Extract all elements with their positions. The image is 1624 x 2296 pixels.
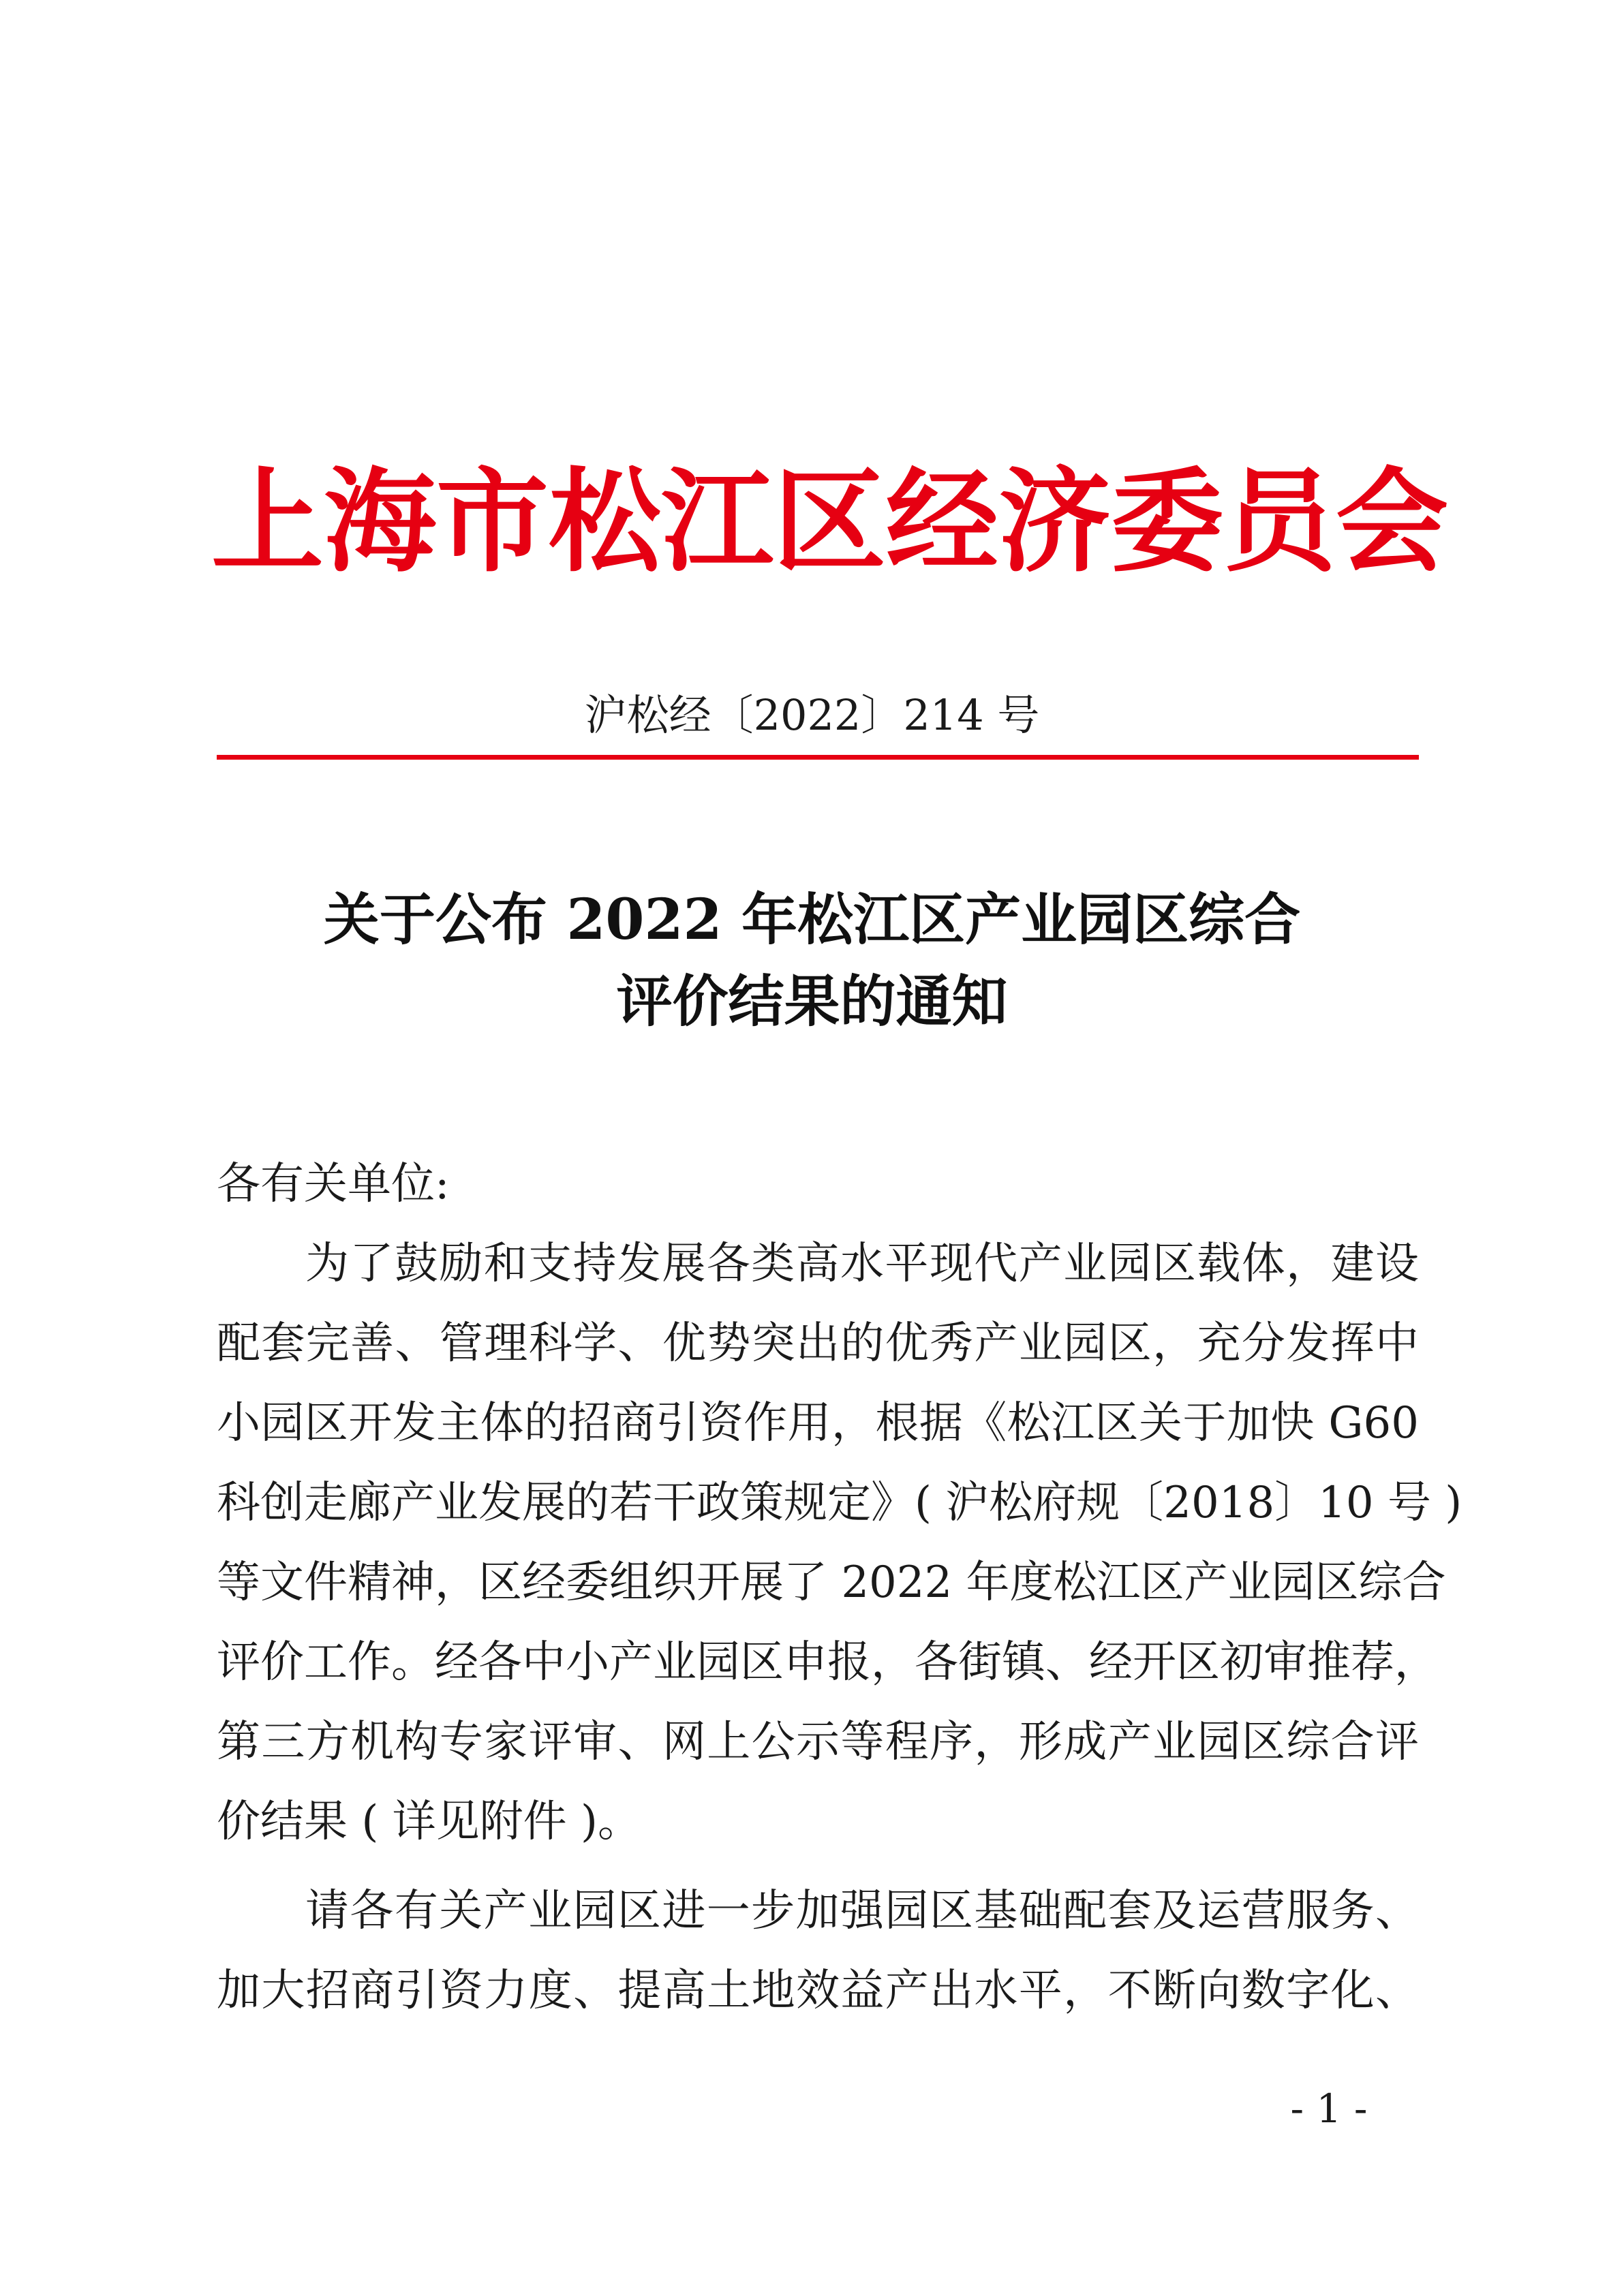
org-char: 员 bbox=[1223, 455, 1336, 587]
title-line-2: 评价结果的通知 bbox=[616, 969, 1008, 1034]
org-char: 会 bbox=[1336, 455, 1448, 587]
paragraph-1-line: 配套完善、管理科学、优势突出的优秀产业园区，充分发挥中 bbox=[217, 1318, 1419, 1369]
org-char: 区 bbox=[773, 455, 886, 587]
paragraph-1-line: 评价工作。经各中小产业园区申报，各街镇、经开区初审推荐， bbox=[217, 1637, 1438, 1688]
paragraph-1-line: 等文件精神，区经委组织开展了 2022 年度松江区产业园区综合 bbox=[217, 1557, 1446, 1608]
salutation: 各有关单位: bbox=[217, 1159, 450, 1209]
org-char: 海 bbox=[324, 455, 436, 587]
org-char: 市 bbox=[436, 455, 549, 587]
paragraph-1-line: 为了鼓励和支持发展各类高水平现代产业园区载体，建设 bbox=[305, 1239, 1419, 1289]
paragraph-1-line: 科创走廊产业发展的若干政策规定》( 沪松府规〔2018〕10 号 ) bbox=[217, 1478, 1462, 1528]
org-char: 上 bbox=[211, 455, 324, 587]
org-char: 经 bbox=[886, 455, 998, 587]
paragraph-2-line: 请各有关产业园区进一步加强园区基础配套及运营服务、 bbox=[305, 1886, 1419, 1936]
paragraph-1-line: 价结果 ( 详见附件 )。 bbox=[217, 1797, 641, 1847]
org-char: 济 bbox=[998, 455, 1111, 587]
org-char: 松 bbox=[549, 455, 661, 587]
org-char: 委 bbox=[1111, 455, 1223, 587]
document-body bbox=[217, 1145, 1462, 2031]
issuing-organization-header bbox=[211, 443, 1448, 600]
title-line-1: 关于公布 2022 年松江区产业园区综合 bbox=[323, 887, 1301, 952]
document-number: 沪松经〔2022〕214 号 bbox=[584, 690, 1040, 740]
paragraph-2-line: 加大招商引资力度、提高土地效益产出水平，不断向数字化、 bbox=[217, 1966, 1419, 2016]
org-char: 江 bbox=[661, 455, 773, 587]
document-title bbox=[0, 879, 1624, 1042]
paragraph-1-line: 第三方机构专家评审、网上公示等程序，形成产业园区综合评 bbox=[217, 1717, 1419, 1767]
red-separator-line bbox=[217, 755, 1419, 760]
page-number: - 1 - bbox=[1290, 2085, 1368, 2132]
paragraph-gap bbox=[217, 1862, 1419, 1872]
paragraph-1-line: 小园区开发主体的招商引资作用，根据《松江区关于加快 G60 bbox=[217, 1398, 1419, 1448]
